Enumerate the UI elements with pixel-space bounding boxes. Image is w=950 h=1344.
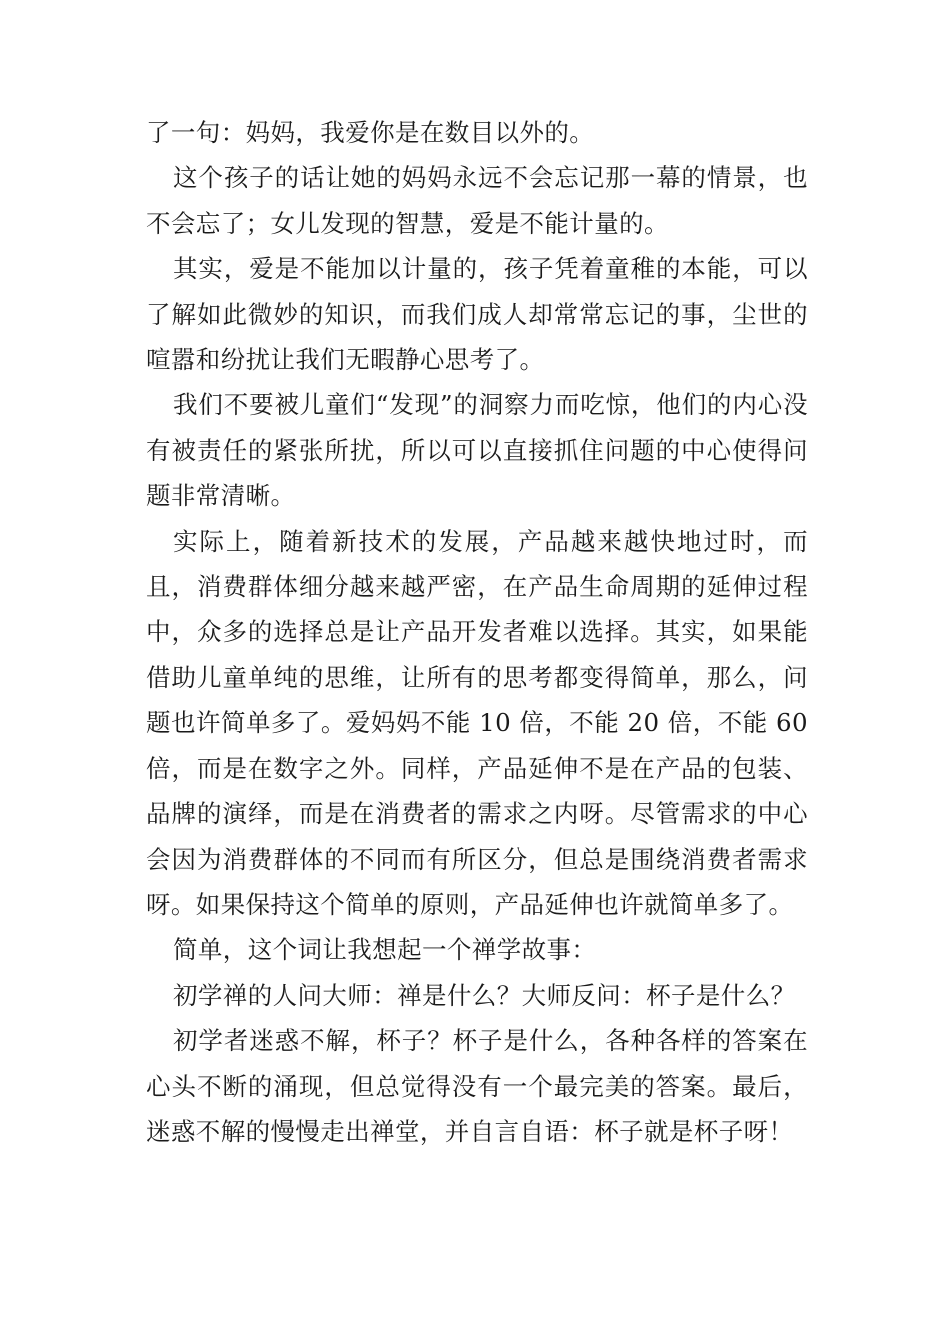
paragraph-mother-memory: 这个孩子的话让她的妈妈永远不会忘记那一幕的情景，也不会忘了；女儿发现的智慧，爱是不能计量的。 <box>146 163 808 238</box>
paragraph-zen-answer: 初学者迷惑不解，杯子？杯子是什么，各种各样的答案在心头不断的涌现，但总觉得没有一个最完美的答案。最后，迷惑不解的慢慢走出禅堂，并自言自语：杯子就是杯子呀！ <box>146 1026 808 1146</box>
paragraph-zen-question: 初学禅的人问大师：禅是什么？大师反问：杯子是什么？ <box>173 980 796 1010</box>
paragraph-product-extension: 实际上，随着新技术的发展，产品越来越快地过时，而且，消费群体细分越来越严密，在产品生命周期的延伸过程中，众多的选择总是让产品开发者难以选择。其实，如果能借助儿童单纯的思维，让所有的思考都变得简单，那么，问题也许简单多了。爱妈妈不能 10 倍，不能 20 倍，不能 60 倍，而是在数字之外。同样，产品延伸不是在产品的包装、品牌的演绎，而是在消费者的需求之内呀。尽管需求的中心会因为消费群体的不同而有所区分，但总是围绕消费者需求呀。如果保持这个简单的原则，产品延伸也许就简单多了。 <box>146 526 808 919</box>
paragraph-zen-intro: 简单，这个词让我想起一个禅学故事： <box>173 935 597 965</box>
paragraph-love-unmeasurable: 其实，爱是不能加以计量的，孩子凭着童稚的本能，可以了解如此微妙的知识，而我们成人却常常忘记的事，尘世的喧嚣和纷扰让我们无暇静心思考了。 <box>146 254 808 375</box>
paragraph-continuation: 了一句：妈妈，我爱你是在数目以外的。 <box>146 118 595 147</box>
document-page <box>146 110 808 1154</box>
paragraph-children-insight: 我们不要被儿童们“发现”的洞察力而吃惊，他们的内心没有被责任的紧张所扰，所以可以直接抓住问题的中心使得问题非常清晰。 <box>146 390 808 511</box>
